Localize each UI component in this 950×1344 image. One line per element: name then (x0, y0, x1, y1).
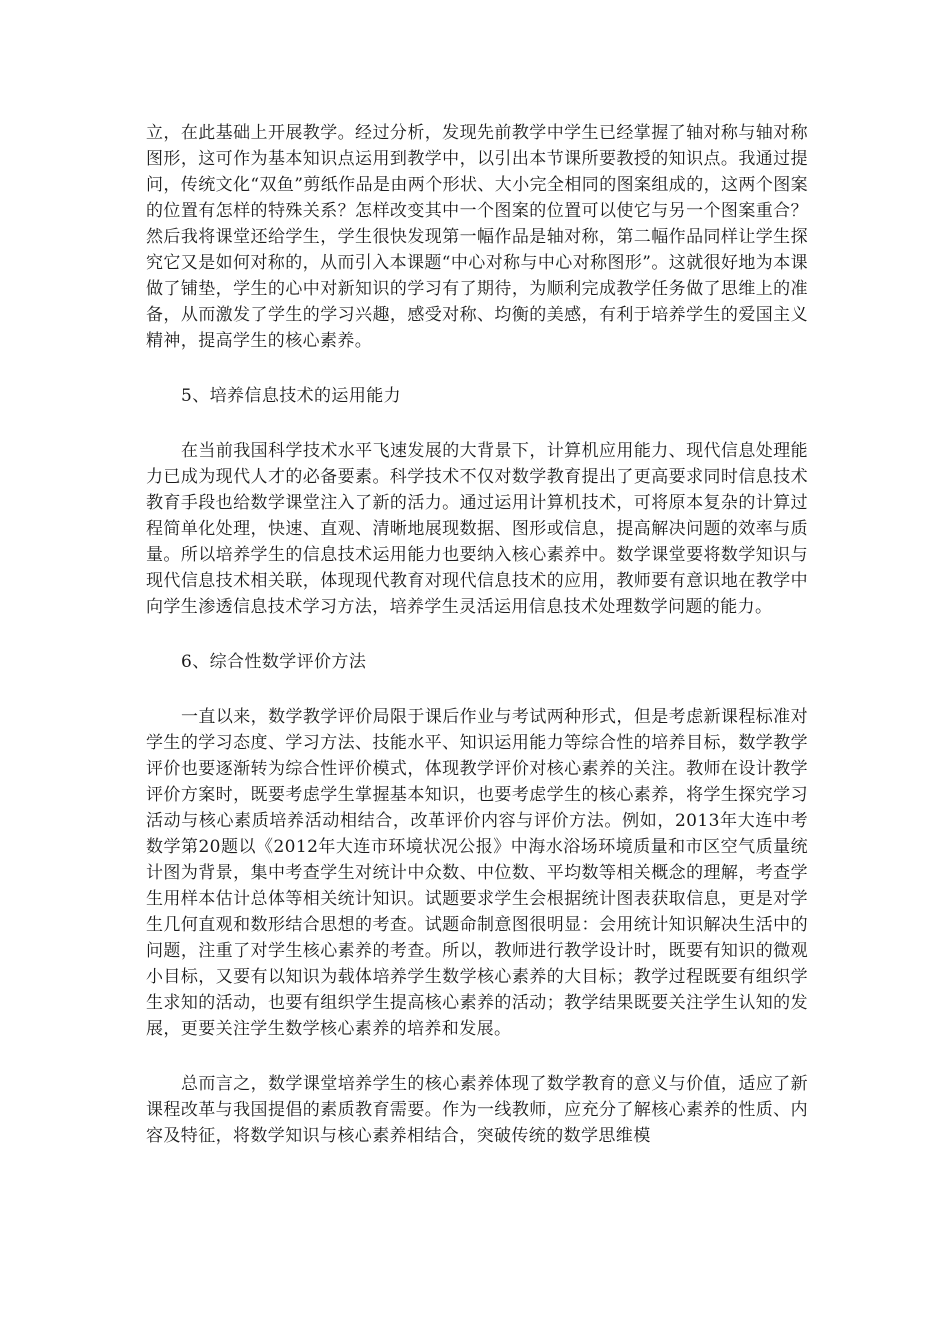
section-heading-6: 6、综合性数学评价方法 (181, 652, 367, 672)
paragraph-conclusion: 总而言之，数学课堂培养学生的核心素养体现了数学教育的意义与价值，适应了新课程改革与我国提倡的素质教育需要。作为一线教师，应充分了解核心素养的性质、内容及特征，将数学知识与核心素养相结合，突破传统的数学思维模 (146, 1074, 808, 1146)
section-heading-5: 5、培养信息技术的运用能力 (181, 386, 402, 406)
document-page (146, 120, 808, 1149)
paragraph-intro-continuation: 立，在此基础上开展教学。经过分析，发现先前教学中学生已经掌握了轴对称与轴对称图形，这可作为基本知识点运用到教学中，以引出本节课所要教授的知识点。我通过提问，传统文化“双鱼”剪纸作品是由两个形状、大小完全相同的图案组成的，这两个图案的位置有怎样的特殊关系？怎样改变其中一个图案的位置可以使它与另一个图案重合？然后我将课堂还给学生，学生很快发现第一幅作品是轴对称，第二幅作品同样让学生探究它又是如何对称的，从而引入本课题“中心对称与中心对称图形”。这就很好地为本课做了铺垫，学生的心中对新知识的学习有了期待，为顺利完成教学任务做了思维上的准备，从而激发了学生的学习兴趣，感受对称、均衡的美感，有利于培养学生的爱国主义精神，提高学生的核心素养。 (146, 123, 808, 351)
paragraph-information-technology: 在当前我国科学技术水平飞速发展的大背景下，计算机应用能力、现代信息处理能力已成为现代人才的必备要素。科学技术不仅对数学教育提出了更高要求同时信息技术教育手段也给数学课堂注入了新的活力。通过运用计算机技术，可将原本复杂的计算过程简单化处理，快速、直观、清晰地展现数据、图形或信息，提高解决问题的效率与质量。所以培养学生的信息技术运用能力也要纳入核心素养中。数学课堂要将数学知识与现代信息技术相关联，体现现代教育对现代信息技术的应用，教师要有意识地在教学中向学生渗透信息技术学习方法，培养学生灵活运用信息技术处理数学问题的能力。 (146, 441, 808, 617)
paragraph-evaluation-method: 一直以来，数学教学评价局限于课后作业与考试两种形式，但是考虑新课程标准对学生的学习态度、学习方法、技能水平、知识运用能力等综合性的培养目标，数学教学评价也要逐渐转为综合性评价模式，体现教学评价对核心素养的关注。教师在设计教学评价方案时，既要考虑学生掌握基本知识，也要考虑学生的核心素养，将学生探究学习活动与核心素质培养活动相结合，改革评价内容与评价方法。例如，2013年大连中考数学第20题以《2012年大连市环境状况公报》中海水浴场环境质量和市区空气质量统计图为背景，集中考查学生对统计中众数、中位数、平均数等相关概念的理解，考查学生用样本估计总体等相关统计知识。试题要求学生会根据统计图表获取信息，更是对学生几何直观和数形结合思想的考查。试题命制意图很明显：会用统计知识解决生活中的问题，注重了对学生核心素养的考查。所以，教师进行教学设计时，既要有知识的微观小目标，又要有以知识为载体培养学生数学核心素养的大目标；教学过程既要有组织学生求知的活动，也要有组织学生提高核心素养的活动；教学结果既要关注学生认知的发展，更要关注学生数学核心素养的培养和发展。 (146, 707, 808, 1039)
